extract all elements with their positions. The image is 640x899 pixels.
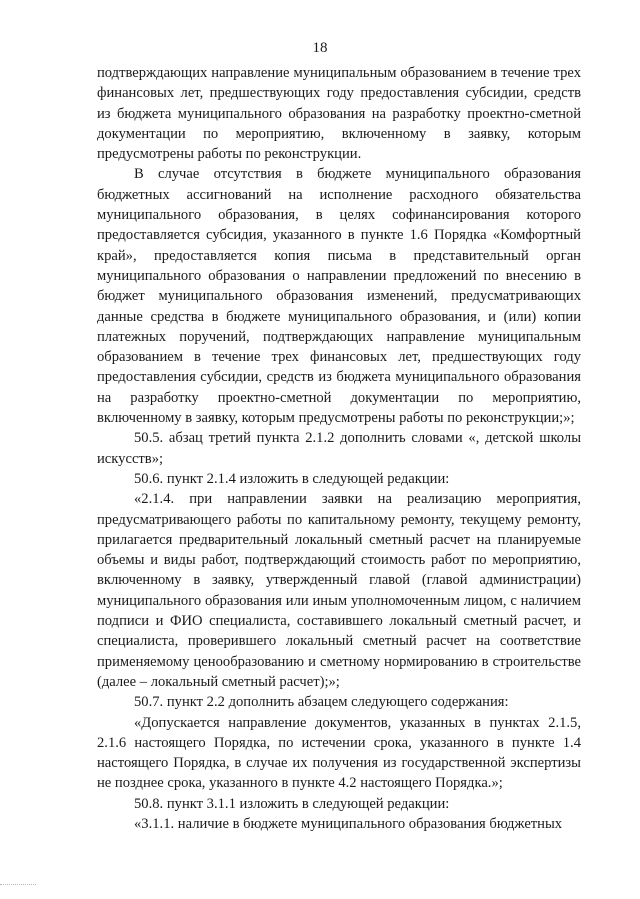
scan-margin-mark [0, 884, 36, 886]
document-body [97, 63, 581, 834]
paragraph-item-50-5: 50.5. абзац третий пункта 2.1.2 дополнить словами «, детской школы искусств»; [97, 430, 581, 467]
paragraph-clause-3-1-1: «3.1.1. наличие в бюджете муниципального образования бюджетных [134, 815, 563, 832]
paragraph-clause-2-1-4: «2.1.4. при направлении заявки на реализацию мероприятия, предусматривающего работы по капитальному ремонту, текущему ремонту, прилагается предварительный локальный сметный расчет на планируемые объемы и виды работ, подтверждающий стоимость работ по мероприятию, включенному в заявку, утвержденный главой (главой администрации) муниципального образования или иным уполномоченным лицом, с наличием подписи и ФИО специалиста, составившего локальный сметный расчет, и специалиста, проверившего локальный сметный расчет на соответствие применяемому ценообразованию и сметному нормированию в строительстве (далее – локальный сметный расчет);»; [97, 491, 581, 690]
paragraph-continuation: подтверждающих направление муниципальным образованием в течение трех финансовых лет, предшествующих году предоставления субсидии, средств из бюджета муниципального образования на разработку проектно-сметной документации по мероприятию, включенному в заявку, которым предусмотрены работы по реконструкции. [97, 65, 581, 163]
paragraph-item-50-8: 50.8. пункт 3.1.1 изложить в следующей редакции: [134, 795, 450, 812]
paragraph-item-50-7: 50.7. пункт 2.2 дополнить абзацем следующего содержания: [134, 694, 509, 711]
paragraph-budget-absence: В случае отсутствия в бюджете муниципального образования бюджетных ассигнований на исполнение расходного обязательства муниципального образования, в целях софинансирования которого предоставляется субсидия, указанного в пункте 1.6 Порядка «Комфортный край», предоставляется копия письма в представительный орган муниципального образования о направлении предложений по внесению в бюджет муниципального образования изменений, предусматривающих данные средства в бюджете муниципального образования, и (или) копии платежных поручений, подтверждающих направление муниципальным образованием в течение трех финансовых лет, предшествующих году предоставления субсидии, средств из бюджета муниципального образования на разработку проектно-сметной документации по мероприятию, включенному в заявку, которым предусмотрены работы по реконструкции;»; [97, 166, 581, 427]
paragraph-item-50-6: 50.6. пункт 2.1.4 изложить в следующей редакции: [134, 470, 450, 487]
page-number: 18 [312, 40, 328, 56]
paragraph-documents-allowed: «Допускается направление документов, указанных в пунктах 2.1.5, 2.1.6 настоящего Порядка, по истечении срока, указанного в пункте 1.4 настоящего Порядка, в случае их получения из государственной экспертизы не позднее срока, указанного в пункте 4.2 настоящего Порядка.»; [97, 714, 581, 792]
